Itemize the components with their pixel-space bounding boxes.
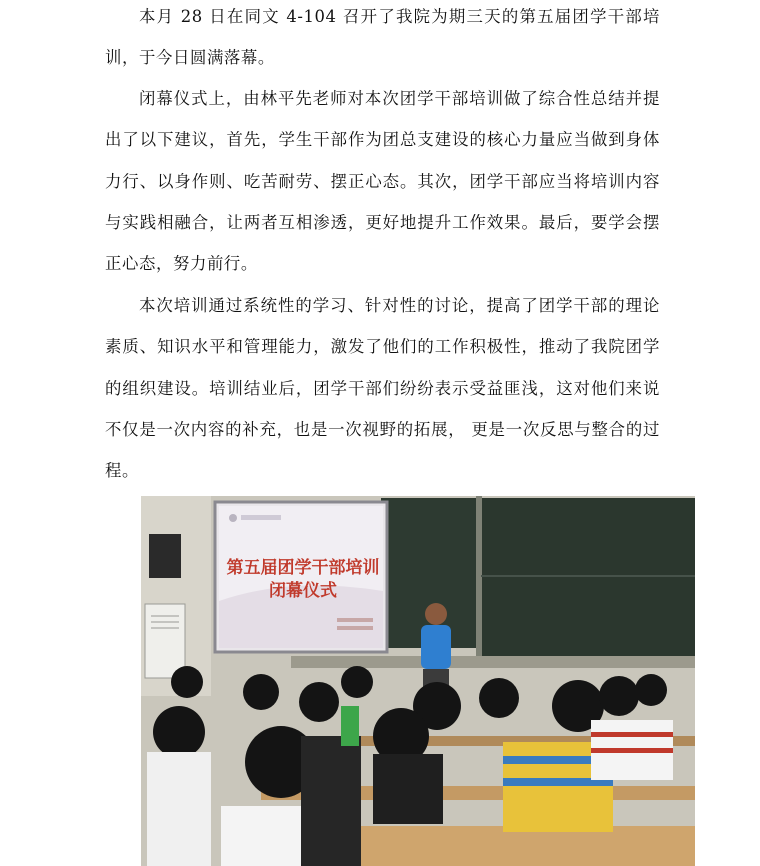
paragraph-summary: 本次培训通过系统性的学习、针对性的讨论，提高了团学干部的理论素质、知识水平和管理能力，激发了他们的工作积极性，推动了我院团学的组织建设。培训结业后，团学干部们纷纷表示受益匪浅，这对他们来说不仅是一次内容的补充，也是一次视野的拓展， 更是一次反思与整合的过程。 — [105, 296, 660, 481]
air-conditioner — [145, 604, 185, 678]
paragraph-intro: 本月 28 日在同文 4-104 召开了我院为期三天的第五届团学干部培训，于今日圆满落幕。 — [105, 7, 660, 68]
slide-title-line1: 第五届团学干部培训 — [226, 558, 380, 578]
classroom-photo — [141, 496, 695, 866]
slide-title-line2: 闭幕仪式 — [269, 581, 337, 601]
chalkboard-right — [481, 498, 695, 668]
wall-speaker — [149, 534, 181, 578]
paragraph-closing-ceremony: 闭幕仪式上，由林平先老师对本次团学干部培训做了综合性总结并提出了以下建议，首先，学生干部作为团总支建设的核心力量应当做到身体力行、以身作则、吃苦耐劳、摆正心态。其次，团学干部应当将培训内容与实践相融合，让两者互相渗透，更好地提升工作效果。最后，要学会摆正心态，努力前行。 — [105, 89, 660, 274]
